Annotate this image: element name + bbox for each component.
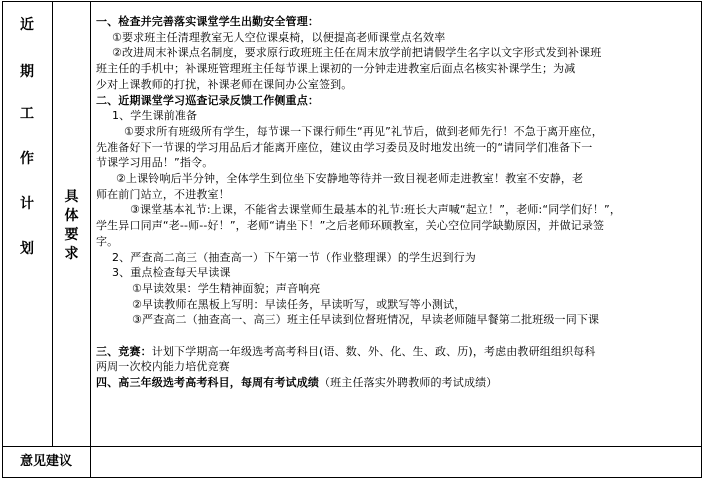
content-line: 1、学生课前准备 [112,109,198,123]
content-line [96,344,595,359]
content-line: 3、重点检查每天早读课 [112,266,231,280]
content-line: 班主任的手机中；补课班管理班主任每节课上课初的一分钟走进教室后面点名核实补课学生；为减 [96,62,576,76]
content-line: 二、近期课堂学习巡查记录反馈工作侧重点： [96,93,319,107]
plan-label-char: 计 [20,196,34,212]
content-line: 少对上课教师的打扰，补课老师在课间办公室签到。 [96,77,353,91]
plan-label-char: 工 [20,106,34,122]
content-line-lead: 四、高三年级选考高考科目，每周有考试成绩 [96,376,319,390]
table-border-bottom [2,477,702,478]
content-line: ①早读效果：学生精神面貌；声音响亮 [132,281,321,295]
column-divider-2 [90,1,91,477]
opinion-label: 意见建议 [19,454,72,469]
content-line: ②改进周末补课点名制度，要求原行政班班主任在周末放学前把请假学生名字以文字形式发到补课班 [112,46,602,60]
content-line: ③课堂基本礼节:上课，不能省去课堂师生最基本的礼节:班长大声喊“起立！”，老师:“同学们好！”， [130,203,621,217]
row-divider [2,446,702,447]
content-line-rest: （班主任落实外聘教师的考试成绩） [319,376,498,390]
plan-label-char: 作 [20,151,34,167]
content-line-rest: 计划下学期高一年级选考高考科目(语、数、外、化、生、政、历)，考虑由教研组组织每科 [151,344,596,358]
content-line: 两周一次校内能力培优竞赛 [96,360,230,374]
requirement-label-char: 要 [64,227,79,243]
content-line: 学生异口同声“老--师--好！”，老师“请坐下！”之后老师环顾教室，关心空位同学缺勤原因，并做记录签 [96,219,605,233]
table-border-right [701,1,702,478]
content-line: ①要求班主任清理教室无人空位课桌椅，以便提高老师课堂点名效率 [112,30,446,44]
content-line: ③严查高二（抽查高一、高三）班主任早读到位督班情况，早读老师随早餐第二批班级一同下课 [132,313,600,327]
content-line: ①要求所有班级所有学生，每节课一下课行师生“再见”礼节后，做到老师先行！不急于离开座位， [124,124,603,138]
content-line: 字。 [96,234,119,248]
content-line [96,375,497,390]
column-divider-1 [52,1,53,447]
content-line: 节课学习用品！”指令。 [96,156,214,170]
requirement-label-char: 求 [64,246,79,262]
content-line: 2、严查高二高三（抽查高一）下午第一节（作业整理课）的学生迟到行为 [112,250,476,264]
content-line: 师在前门站立，不进教室！ [96,187,230,201]
requirement-label-char: 体 [64,208,79,224]
content-line: ②早读教师在黑板上写明：早读任务，早读听写，或默写等小测试， [132,297,466,311]
content-line: 一、检查并完善落实课堂学生出勤安全管理： [96,15,319,28]
plan-label-char: 划 [20,241,34,257]
content-line-lead: 三、竞赛： [96,344,152,358]
plan-label-char: 期 [20,64,34,80]
table-border-top [2,1,702,2]
requirement-label-char: 具 [64,189,79,205]
content-line: ②上课铃响后半分钟，全体学生到位坐下安静地等待并一致目视老师走进教室！教室不安静，老 [116,172,584,185]
content-line: 先准备好下一节课的学习用品后才能离开座位，建议由学习委员及时地发出统一的“请同学们准备下一 [96,140,593,154]
plan-label-char: 近 [20,17,34,33]
